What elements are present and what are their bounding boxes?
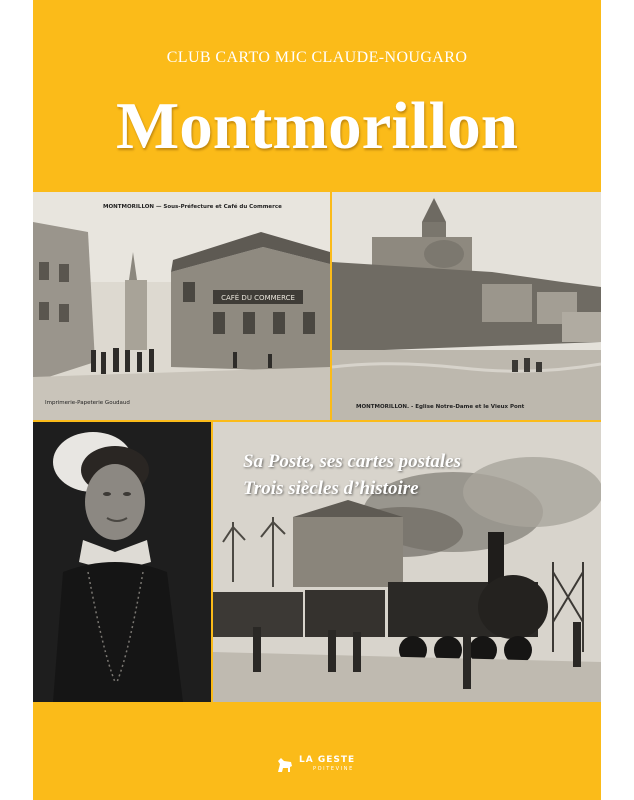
publisher-subtitle: POITEVINE (313, 766, 354, 772)
subtitle-line-2: Trois siècles d’histoire (243, 478, 419, 499)
postcard1-caption-top: MONTMORILLON — Sous-Préfecture et Café du Commerce (103, 204, 282, 210)
club-name: CLUB CARTO MJC CLAUDE-NOUGARO (166, 49, 468, 66)
publisher-logo (275, 755, 355, 775)
subtitle-line-1: Sa Poste, ses cartes postales (243, 451, 461, 472)
book-cover (33, 0, 601, 800)
postcard-sous-prefecture (33, 192, 330, 420)
woman-portrait-icon (33, 422, 211, 702)
postcard2-caption-bottom: MONTMORILLON. - Eglise Notre-Dame et le Vieux Pont (356, 404, 525, 410)
postcard-notre-dame (332, 192, 601, 420)
horse-logo-icon (275, 755, 295, 775)
portrait-photo (33, 422, 211, 702)
street-scene-image (33, 192, 330, 420)
subtitle (243, 448, 461, 502)
publisher-name: LA GESTE (299, 755, 356, 765)
cafe-sign: CAFÉ DU COMMERCE (221, 294, 295, 302)
book-title: Montmorillon (116, 89, 518, 163)
postcard1-caption-bottom: Imprimerie-Papeterie Goudaud (45, 400, 130, 406)
church-bridge-image (332, 192, 601, 420)
